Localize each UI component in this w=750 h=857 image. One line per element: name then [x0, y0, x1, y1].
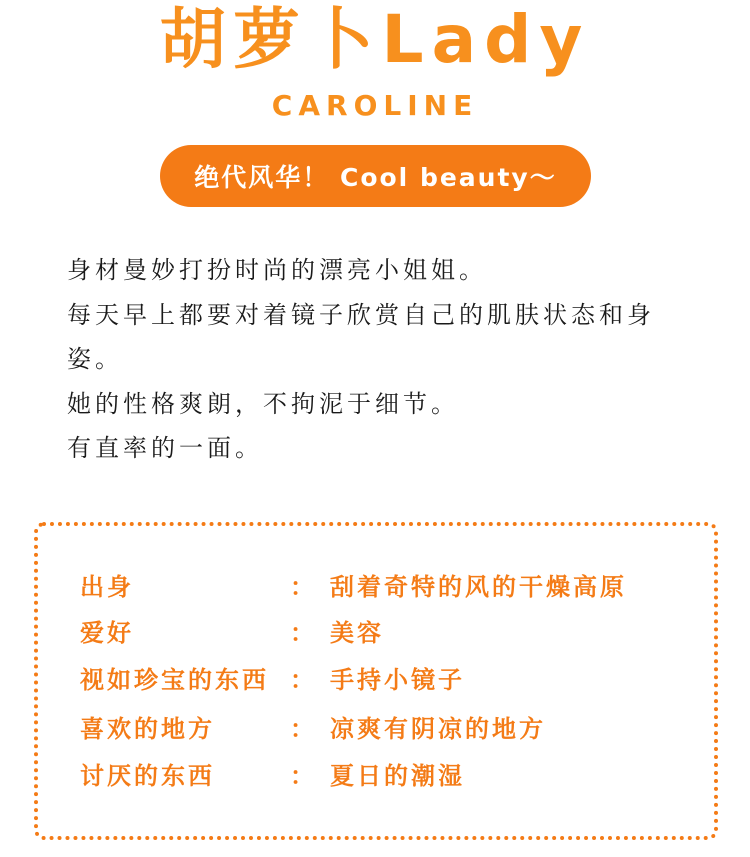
profile-value: 美容 [330, 619, 384, 647]
description-line: 每天早上都要对着镜子欣赏自己的肌肤状态和身姿。 [67, 300, 655, 373]
profile-separator: ： [290, 715, 317, 743]
profile-box [34, 522, 718, 840]
profile-label: 爱好 [80, 619, 134, 647]
profile-label: 出身 [80, 573, 134, 601]
tagline-badge: 绝代风华！ Cool beauty～ [160, 145, 591, 207]
profile-value: 凉爽有阴凉的地方 [330, 715, 546, 743]
profile-value: 手持小镜子 [330, 666, 465, 694]
profile-separator: ： [290, 619, 317, 647]
profile-value: 夏日的潮湿 [330, 762, 465, 790]
profile-label: 喜欢的地方 [80, 715, 215, 743]
profile-separator: ： [290, 666, 317, 694]
page-title: 胡萝卜Lady [159, 1, 591, 78]
character-name-subtitle: CAROLINE [271, 89, 479, 122]
profile-label: 视如珍宝的东西 [80, 666, 269, 694]
profile-separator: ： [290, 762, 317, 790]
profile-value: 刮着奇特的风的干燥高原 [330, 573, 627, 601]
profile-label: 讨厌的东西 [80, 762, 215, 790]
description-line: 她的性格爽朗，不拘泥于细节。 [67, 389, 459, 418]
profile-separator: ： [290, 573, 317, 601]
character-description [67, 248, 707, 471]
description-line: 有直率的一面。 [67, 434, 263, 462]
description-line: 身材曼妙打扮时尚的漂亮小姐姐。 [67, 256, 487, 284]
